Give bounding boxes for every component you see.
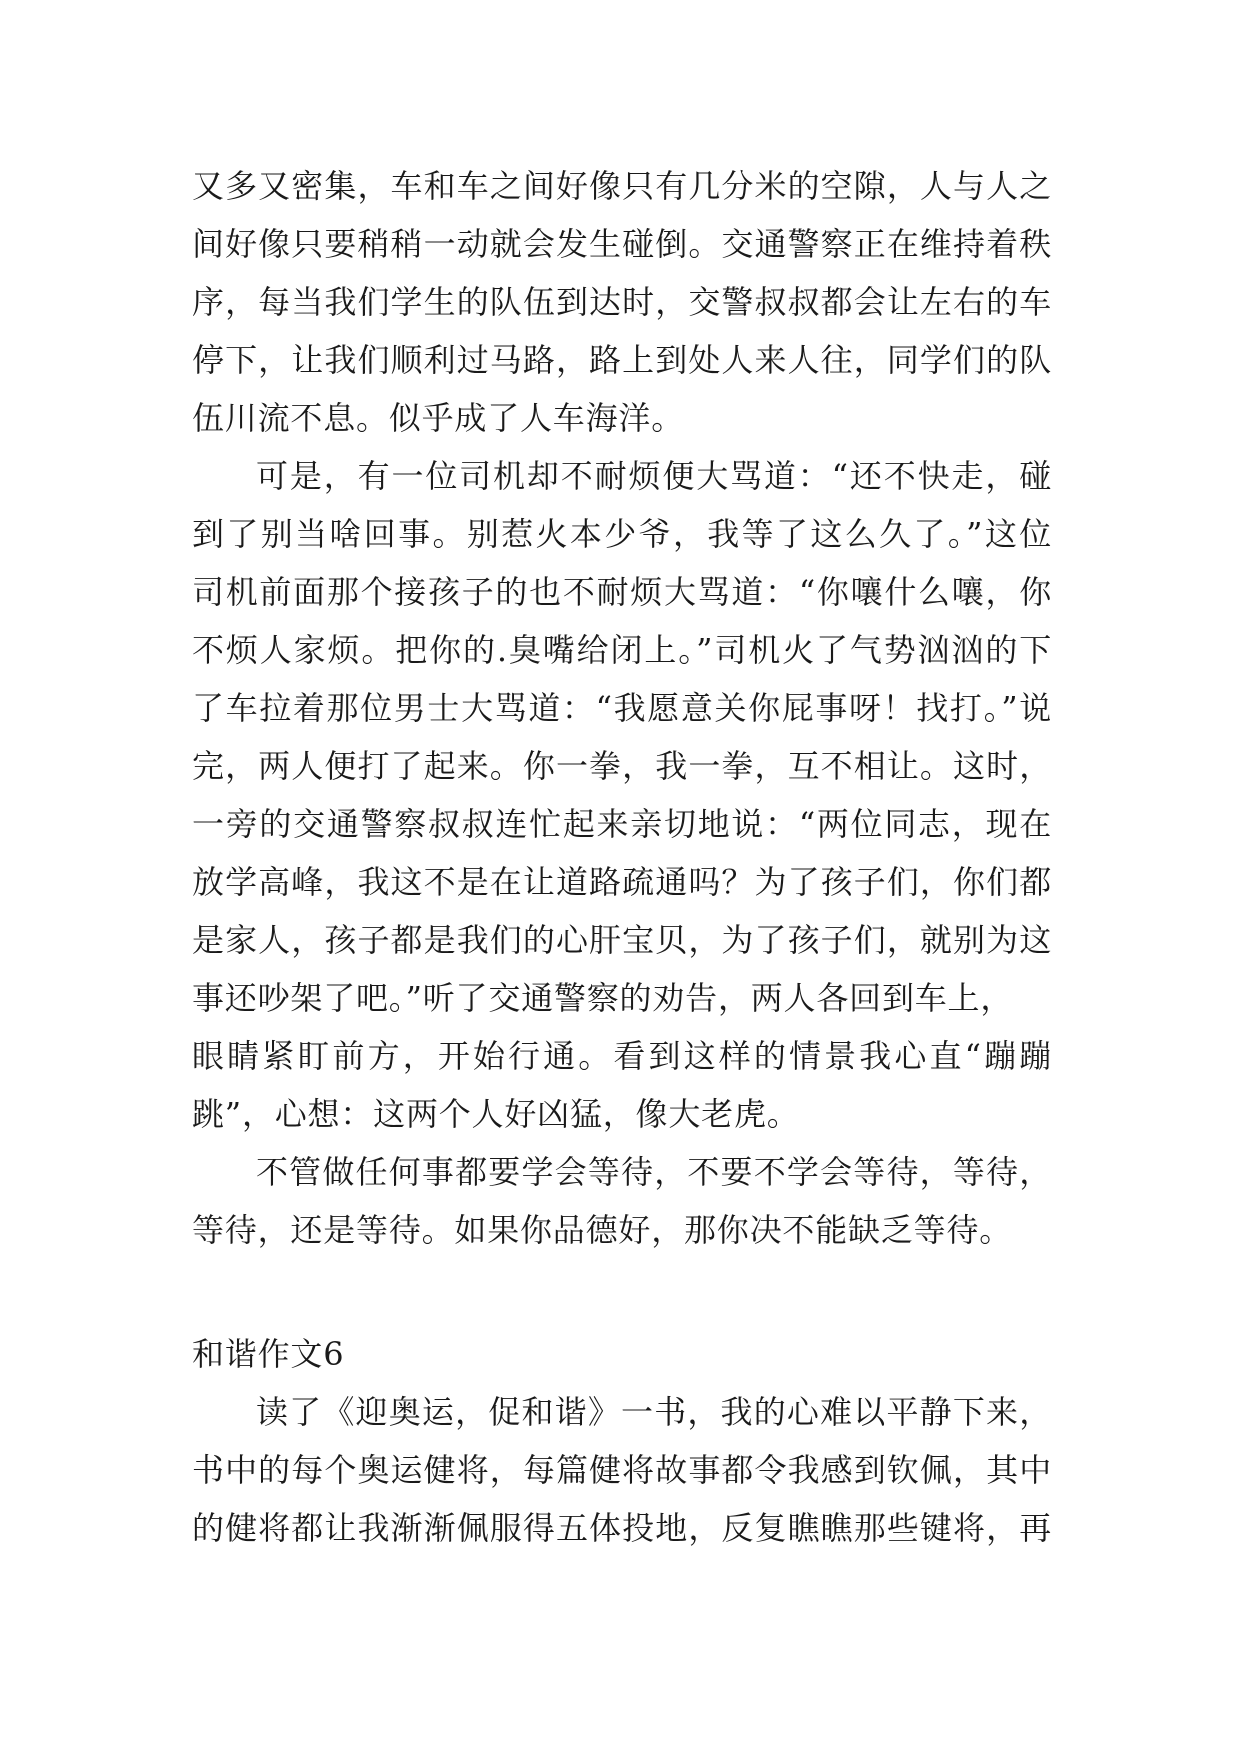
- paragraph-line: 放学高峰，我这不是在让道路疏通吗？为了孩子们，你们都: [192, 863, 1052, 901]
- paragraph-line: 到了别当啥回事。别惹火本少爷，我等了这么久了。”这位: [192, 515, 1052, 553]
- paragraph-line: 伍川流不息。似乎成了人车海洋。: [192, 399, 685, 437]
- paragraph-line: 读了《迎奥运，促和谐》一书，我的心难以平静下来，: [256, 1393, 1052, 1431]
- paragraph-line: 等待，还是等待。如果你品德好，那你决不能缺乏等待。: [192, 1211, 1013, 1249]
- paragraph-line: 是家人，孩子都是我们的心肝宝贝，为了孩子们，就别为这: [192, 921, 1052, 959]
- paragraph-line: 了车拉着那位男士大骂道：“我愿意关你屁事呀！找打。”说: [192, 689, 1052, 727]
- paragraph-line: 书中的每个奥运健将，每篇健将故事都令我感到钦佩，其中: [192, 1451, 1052, 1489]
- essay-body-section-1: [192, 157, 1052, 1259]
- paragraph-line: 眼睛紧盯前方，开始行通。看到这样的情景我心直“蹦蹦: [192, 1037, 1052, 1075]
- section-heading: 和谐作文6: [192, 1335, 345, 1373]
- essay-body-section-2: [192, 1383, 1052, 1557]
- paragraph-line: 完，两人便打了起来。你一拳，我一拳，互不相让。这时，: [192, 747, 1052, 785]
- paragraph-line: 跳”，心想：这两个人好凶猛，像大老虎。: [192, 1095, 800, 1133]
- paragraph-line: 不管做任何事都要学会等待，不要不学会等待，等待，: [256, 1153, 1052, 1191]
- paragraph-line: 一旁的交通警察叔叔连忙起来亲切地说：“两位同志，现在: [192, 805, 1052, 843]
- paragraph-line: 不烦人家烦。把你的.臭嘴给闭上。”司机火了气势汹汹的下: [192, 631, 1052, 669]
- paragraph-line: 停下，让我们顺利过马路，路上到处人来人往，同学们的队: [192, 341, 1052, 379]
- paragraph-line: 可是，有一位司机却不耐烦便大骂道：“还不快走，碰: [256, 457, 1052, 495]
- paragraph-line: 间好像只要稍稍一动就会发生碰倒。交通警察正在维持着秩: [192, 225, 1052, 263]
- paragraph-line: 司机前面那个接孩子的也不耐烦大骂道：“你嚷什么嚷，你: [192, 573, 1052, 611]
- paragraph-line: 又多又密集，车和车之间好像只有几分米的空隙，人与人之: [192, 167, 1052, 205]
- paragraph-line: 序，每当我们学生的队伍到达时，交警叔叔都会让左右的车: [192, 283, 1052, 321]
- paragraph-line: 事还吵架了吧。”听了交通警察的劝告，两人各回到车上，: [192, 979, 1014, 1017]
- paragraph-line: 的健将都让我渐渐佩服得五体投地，反复瞧瞧那些键将，再: [192, 1509, 1052, 1547]
